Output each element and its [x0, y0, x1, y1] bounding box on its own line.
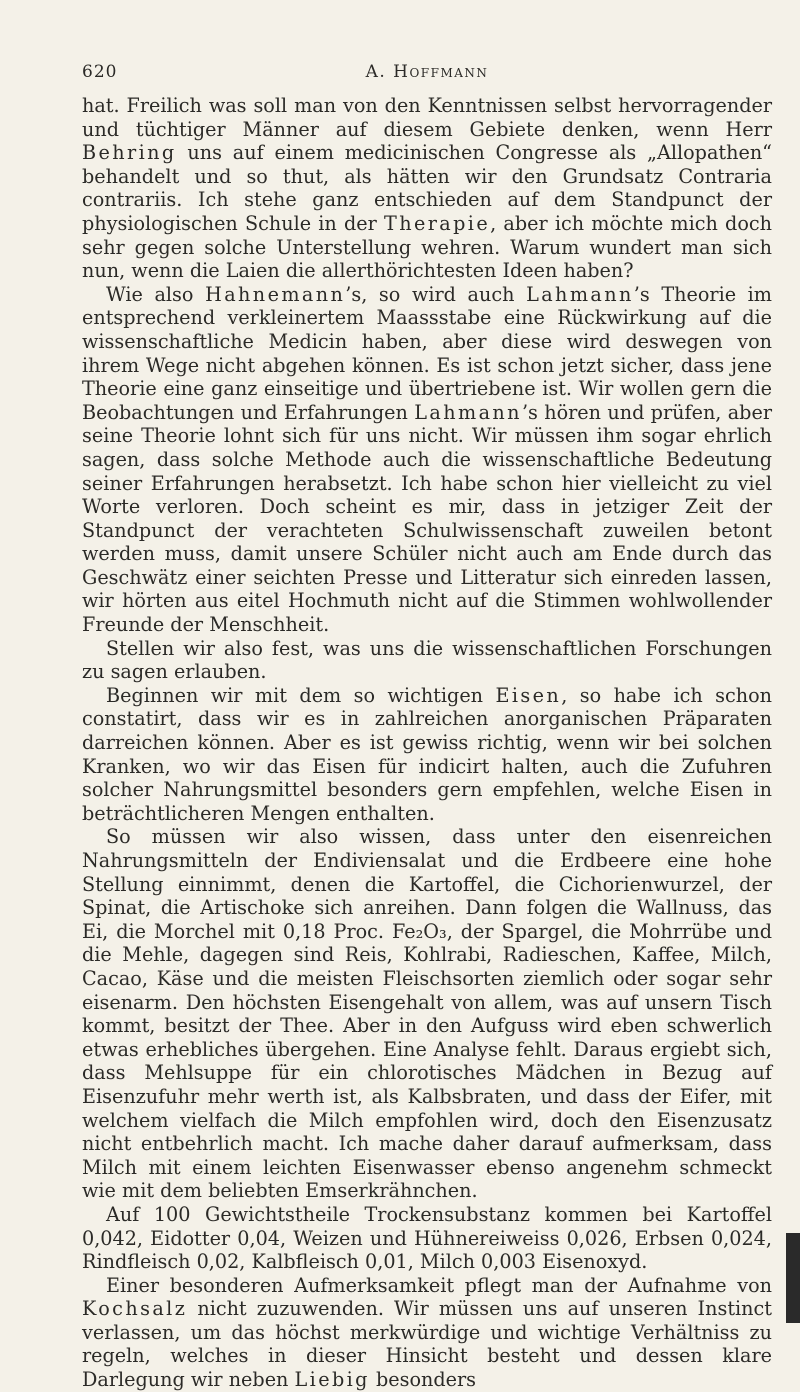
spaced-emphasis: Lahmann	[414, 400, 522, 424]
text-run: ’s, so wird auch	[345, 282, 527, 306]
paragraph	[82, 1274, 772, 1392]
spaced-emphasis: Lahmann	[526, 282, 634, 306]
page-number: 620	[82, 62, 118, 82]
text-run: So müssen wir also wissen, dass unter den eisenreichen Nahrungsmitteln der Endiviensalat und die Erdbeere eine hohe Stellung einnimmt, denen die Kartoffel, die Cichorienwurzel, der Spinat, die Artischoke sich anreihen. Dann folgen die Wallnuss, das Ei, die Morchel mit 0,18 Proc. Fe₂O₃, der Spargel, die Mohrrübe und die Mehle, dagegen sind Reis, Kohlrabi, Radieschen, Kaffee, Milch, Cacao, Käse und die meisten Fleischsorten ziemlich oder sogar sehr eisenarm. Den höchsten Eisengehalt von allem, was auf unsern Tisch kommt, besitzt der Thee. Aber in den Aufguss wird eben schwerlich etwas erhebliches übergehen. Eine Analyse fehlt. Daraus ergiebt sich, dass Mehlsuppe für ein chlorotisches Mädchen in Bezug auf Eisenzufuhr mehr werth ist, als Kalbsbraten, und dass der Eifer, mit welchem vielfach die Milch empfohlen wird, doch den Eisenzusatz nicht entbehrlich macht. Ich mache daher darauf aufmerksam, dass Milch mit einem leichten Eisenwasser ebenso angenehm schmeckt wie mit dem beliebten Emserkrähnchen.	[82, 825, 772, 1203]
text-run: ’s hören und prüfen, aber seine Theorie lohnt sich für uns nicht. Wir müssen ihm sogar ehrlich sagen, dass solche Methode auch die wissenschaftliche Bedeutung seiner Erfahrungen herabsetzt. Ich habe schon hier vielleicht zu viel Worte verloren. Doch scheint es mir, dass in jetziger Zeit der Standpunct der verachteten Schulwissenschaft zuweilen betont werden muss, damit unsere Schüler nicht auch am Ende durch das Geschwätz einer seichten Presse und Litteratur sich einreden lassen, wir hörten aus eitel Hochmuth nicht auf die Stimmen wohlwollender Freunde der Menschheit.	[82, 400, 772, 637]
text-run: nicht zuzuwenden. Wir müssen uns auf unseren Instinct verlassen, um das höchst merkwürdige und wichtige Verhältniss zu regeln, welches in dieser Hinsicht besteht und dessen klare Darlegung wir neben	[82, 1297, 772, 1392]
text-run: hat. Freilich was soll man von den Kenntnissen selbst hervorragender und tüchtiger Männer auf diesem Gebiete denken, wenn Herr	[82, 94, 772, 141]
spaced-emphasis: Kochsalz	[82, 1297, 188, 1321]
text-run: ’s Theorie im entsprechend verkleinertem Maassstabe eine Rückwirkung auf die wissenschaftliche Medicin haben, aber diese wird deswegen von ihrem Wege nicht abgehen können. Es ist schon jetzt sicher, dass jene Theorie eine ganz einseitige und übertriebene ist. Wir wollen gern die Beobachtungen und Erfahrungen	[82, 282, 772, 424]
running-head: A. Hoffmann	[365, 62, 489, 82]
page-header	[82, 62, 772, 92]
text-run: , so habe ich schon constatirt, dass wir es in zahlreichen anorganischen Präparaten darreichen können. Aber es ist gewiss richtig, wenn wir bei solchen Kranken, wo wir das Eisen für indicirt halten, auch die Zufuhren solcher Nahrungsmittel besonders gern empfehlen, welche Eisen in beträchtlicheren Mengen enthalten.	[82, 683, 772, 825]
paragraph	[82, 637, 772, 684]
text-run: Beginnen wir mit dem so wichtigen	[106, 683, 496, 707]
text-run: , aber ich möchte mich doch sehr gegen solche Unterstellung wehren. Warum wundert man sich nun, wenn die Laien die allerthörichtesten Ideen haben?	[82, 211, 772, 283]
text-run: Stellen wir also fest, was uns die wissenschaftlichen Forschungen zu sagen erlauben.	[82, 636, 772, 684]
paragraph	[82, 1203, 772, 1274]
text-run: uns auf einem medicinischen Congresse als „Allopathen“ behandelt und so thut, als hätten wir den Grundsatz Contraria contrariis. Ich stehe ganz entschieden auf dem Standpunct der physiologischen Schule in der	[82, 141, 772, 235]
spaced-emphasis: Liebig	[294, 1368, 370, 1392]
spaced-emphasis: Hahnemann	[205, 282, 346, 306]
paragraph	[82, 684, 772, 826]
text-run: Einer besonderen Aufmerksamkeit pflegt man der Aufnahme von	[106, 1273, 772, 1297]
body-text	[82, 94, 772, 1392]
text-run: Wie also	[106, 282, 206, 306]
spaced-emphasis: Therapie	[384, 211, 491, 235]
paragraph	[82, 825, 772, 1203]
text-run: Auf 100 Gewichtstheile Trockensubstanz kommen bei Kartoffel 0,042, Eidotter 0,04, Weizen und Hühnereiweiss 0,026, Erbsen 0,024, Rindfleisch 0,02, Kalbfleisch 0,01, Milch 0,003 Eisenoxyd.	[82, 1202, 772, 1274]
paragraph	[82, 94, 772, 283]
spaced-emphasis: Eisen	[495, 683, 562, 707]
spaced-emphasis: Behring	[82, 141, 177, 165]
paragraph	[82, 283, 772, 637]
text-run: besonders	[369, 1368, 477, 1392]
page-edge-mark	[786, 1233, 800, 1323]
